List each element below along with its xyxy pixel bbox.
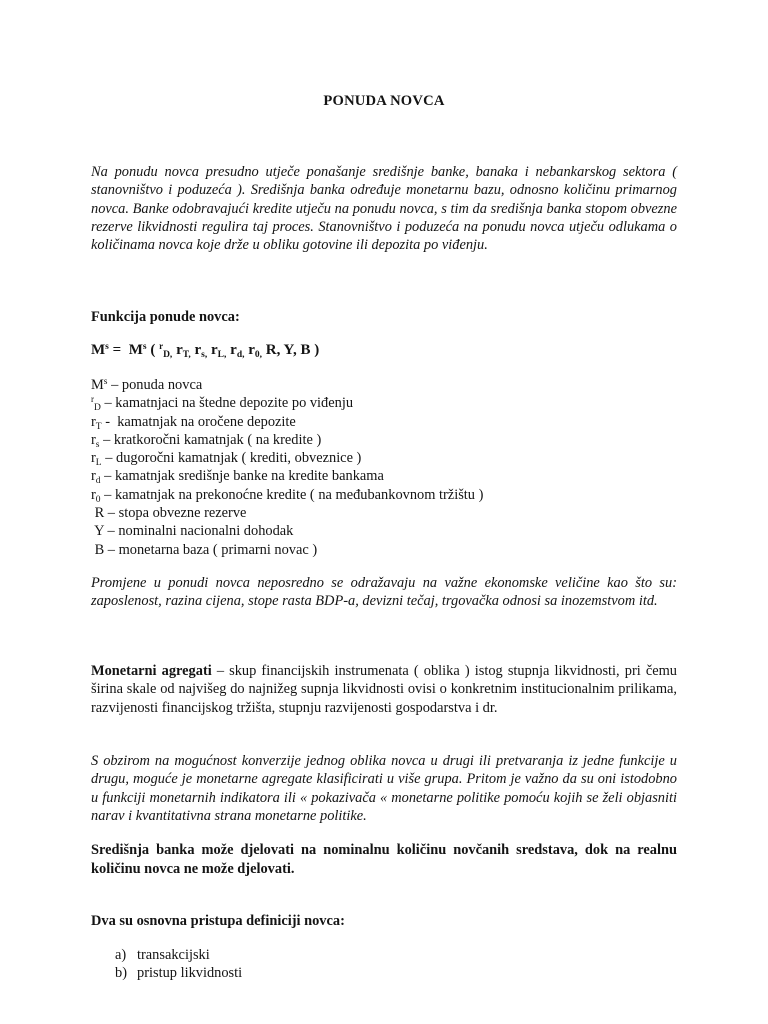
variable-definitions (91, 376, 677, 559)
approaches-heading: Dva su osnovna pristupa definiciji novca: (91, 913, 345, 929)
list-item: b) pristup likvidnosti (115, 965, 243, 982)
definition-item: $M^s$ – ponuda novca (91, 377, 203, 393)
definition-item: $r_s$ – kratkoročni kamatnjak ( na kredite ) (91, 431, 322, 450)
definition-item: B – monetarna baza ( primarni novac ) (91, 541, 318, 558)
definition-item: $r_d$ – kamatnjak središnje banke na kredite bankama (91, 468, 384, 487)
definition-item: $r_T$ - kamatnjak na oročene depozite (91, 413, 296, 432)
monetary-aggregates-term: Monetarni agregati (91, 663, 212, 679)
promjene-paragraph: Promjene u ponudi novca neposredno se odražavaju na važne ekonomske veličine kao što su: zaposlenost, razina cijena, stope rasta BDP-a, devizni tečaj, trgovačka odnosi sa inozemstvom itd. (91, 575, 677, 610)
intro-paragraph: Na ponudu novca presudno utječe ponašanje središnje banke, banaka i nebankarskog sektora ( stanovništvo i poduzeća ). Središnja banka određuje monetarnu bazu, odnosno količinu primarnog novca. Banke odobravajući kredite utječu na ponudu novca, s tim da središnja banka stopom obvezne rezerve likvidnosti regulira taj proces. Stanovništvo i poduzeća na ponudu novca utječu odlukama o količinama novca koje drže u obliku gotovine ili depozita po viđenju. (91, 164, 677, 254)
approaches-list (115, 946, 242, 983)
definition-item: R – stopa obvezne rezerve (91, 505, 247, 522)
definition-item: $r_L$ – dugoročni kamatnjak ( krediti, obveznice ) (91, 450, 362, 469)
definition-item: $r_0$ – kamatnjak na prekonoćne kredite ( na međubankovnom tržištu ) (91, 486, 484, 505)
definition-item: Y – nominalni nacionalni dohodak (91, 523, 294, 540)
definition-item: $^r_D$ – kamatnjaci na štedne depozite po viđenju (91, 394, 354, 414)
list-item: a) transakcijski (115, 947, 210, 963)
central-bank-statement: Središnja banka može djelovati na nominalnu količinu novčanih sredstava, dok na realnu količinu novca ne može djelovati. (91, 842, 677, 877)
function-heading: Funkcija ponude novca: (91, 309, 240, 325)
money-supply-formula: $M^s = M^s$ ( $^r_{D,}$ $r_{T,}$ $r_{s,}$ $r_{L,}$ $r_{d,}$ $r_{0,}$ R, Y, B ) (91, 341, 320, 360)
monetary-aggregates-paragraph: Monetarni agregati – skup financijskih instrumenata ( oblika ) istog stupnja likvidnosti, pri čemu širina skale od najvišeg do najnižeg supnja likvidnosti ovisi o konkretnim institucionalnim prilikama, razvijenosti financijskog tržišta, stupnju razvijenosti gospodarstva i dr. (91, 663, 677, 716)
document-title: PONUDA NOVCA (323, 93, 445, 109)
obzirom-paragraph: S obzirom na mogućnost konverzije jednog oblika novca u drugi ili pretvaranja iz jedne funkcije u drugu, moguće je monetarne agregate klasificirati u više grupa. Pritom je važno da su oni istodobno u funkciji monetarnih indikatora ili « pokazivača « monetarne politike pomoću kojih se želi objasniti narav i kvantitativna strana monetarne politike. (91, 753, 677, 824)
